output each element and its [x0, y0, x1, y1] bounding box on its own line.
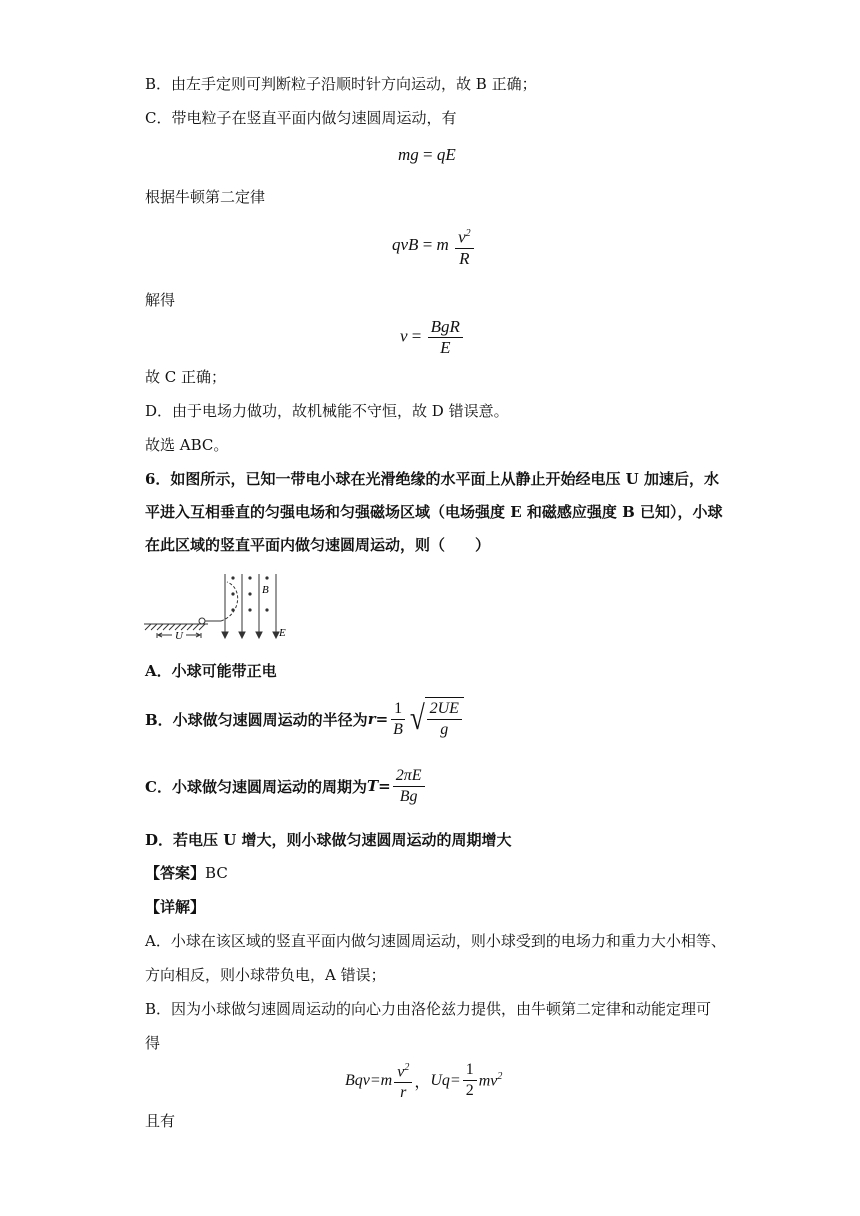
- option-c-den: Bg: [399, 787, 418, 805]
- eq2-den: R: [459, 248, 470, 268]
- question-line-3: 在此区域的竖直平面内做匀速圆周运动，则（ ）: [145, 536, 491, 554]
- option-c-num: 2πE: [393, 766, 425, 787]
- option-c-var: T: [366, 777, 379, 795]
- equation-bqv-uq: [345, 1058, 502, 1103]
- answer-label: 【答案】: [145, 864, 206, 882]
- eq1-lhs: mg: [398, 145, 419, 164]
- option-b-text: B．小球做匀速圆周运动的半径为: [145, 710, 368, 729]
- eq4-num: v: [397, 1063, 405, 1081]
- option-c-text: C．小球做匀速圆周运动的周期为: [145, 777, 367, 796]
- option-b-var: r: [367, 710, 376, 728]
- eq4-den2: 2: [465, 1082, 474, 1100]
- text-line-newton: 根据牛顿第二定律: [145, 188, 266, 206]
- label-e: E: [279, 627, 286, 639]
- eq4-lhs2: Uq=: [430, 1071, 461, 1089]
- label-b: B: [262, 584, 269, 596]
- option-b-den: B: [393, 720, 403, 738]
- eq3-lhs: v: [400, 326, 408, 346]
- detail-label: 【详解】: [145, 898, 206, 916]
- text-line-c-ok: 故 C 正确；: [145, 368, 227, 386]
- question-line-2: 平进入互相垂直的匀强电场和匀强磁场区域（电场强度 E 和磁感应强度 B 已知），小球: [145, 503, 723, 521]
- eq3-den: E: [440, 338, 451, 357]
- detail-a-line-1: A．小球在该区域的竖直平面内做匀速圆周运动，则小球受到的电场力和重力大小相等、: [145, 932, 726, 950]
- text-line-d-prev: D．由于电场力做功，故机械能不守恒，故 D 错误意。: [145, 402, 509, 420]
- eq2-lhs: qvB: [392, 235, 419, 255]
- option-c-fraction: [393, 766, 425, 807]
- label-u: U: [175, 630, 183, 642]
- text-line-b-prev: B．由左手定则可判断粒子沿顺时针方向运动，故 B 正确；: [145, 75, 537, 93]
- eq4-fraction-1: [394, 1058, 412, 1103]
- option-d: D．若电压 U 增大，则小球做匀速圆周运动的周期增大: [145, 831, 512, 849]
- text-line-c-prev: C．带电粒子在竖直平面内做匀速圆周运动，有: [145, 109, 457, 127]
- eq4-tail: mv: [478, 1072, 498, 1090]
- detail-b-line-2: 得: [145, 1034, 161, 1052]
- circular-path: [221, 582, 238, 621]
- eq4-den: r: [400, 1084, 407, 1102]
- detail-and: 且有: [145, 1112, 176, 1130]
- eq2-num-sup: 2: [465, 228, 471, 239]
- eq4-num-sup: 2: [404, 1062, 410, 1073]
- equation-qvb: qvB = m $\frac{v^2}{R}$: [392, 224, 476, 269]
- eq1-rhs: qE: [436, 145, 456, 164]
- option-a: A．小球可能带正电: [145, 662, 277, 680]
- charged-ball: [199, 618, 205, 624]
- option-b-eq: =: [375, 710, 389, 728]
- field-diagram: [143, 570, 293, 642]
- option-b-fraction: [390, 699, 406, 740]
- text-line-solve: 解得: [145, 291, 176, 309]
- eq3-fraction: [428, 317, 463, 358]
- option-b: [145, 695, 464, 743]
- option-b-sqrt: √ $\frac{2UE}{g}$: [408, 697, 464, 741]
- eq3-num: BgR: [428, 317, 463, 338]
- eq4-lhs: Bqv=m: [345, 1071, 393, 1089]
- option-b-rad-den: g: [440, 721, 449, 738]
- equation-v: v = $\frac{\text{BgR}}{E}$: [400, 317, 465, 358]
- option-c-eq: =: [378, 777, 391, 795]
- equation-mg-qe: mg = qE: [398, 145, 456, 164]
- eq2-num: v: [458, 227, 466, 247]
- option-c: [145, 762, 427, 810]
- eq4-num2: 1: [463, 1060, 477, 1081]
- question-line-1: 6．如图所示，已知一带电小球在光滑绝缘的水平面上从静止开始经电压 U 加速后，水: [145, 470, 719, 488]
- eq4-fraction-2: [463, 1060, 477, 1101]
- detail-b-line-1: B．因为小球做匀速圆周运动的向心力由洛伦兹力提供，由牛顿第二定律和动能定理可: [145, 1000, 712, 1018]
- eq2-fraction: [455, 224, 474, 269]
- eq4-tail-sup: 2: [497, 1071, 503, 1082]
- option-b-num: 1: [391, 699, 405, 720]
- detail-a-line-2: 方向相反，则小球带负电，A 错误；: [145, 966, 386, 984]
- eq2-m: m: [436, 235, 449, 255]
- text-line-choose: 故选 ABC。: [145, 436, 229, 454]
- eq4-sep: ，: [414, 1074, 431, 1092]
- option-b-rad-num: 2UE: [427, 699, 462, 720]
- answer-line: [145, 862, 228, 883]
- answer-value: BC: [205, 864, 228, 882]
